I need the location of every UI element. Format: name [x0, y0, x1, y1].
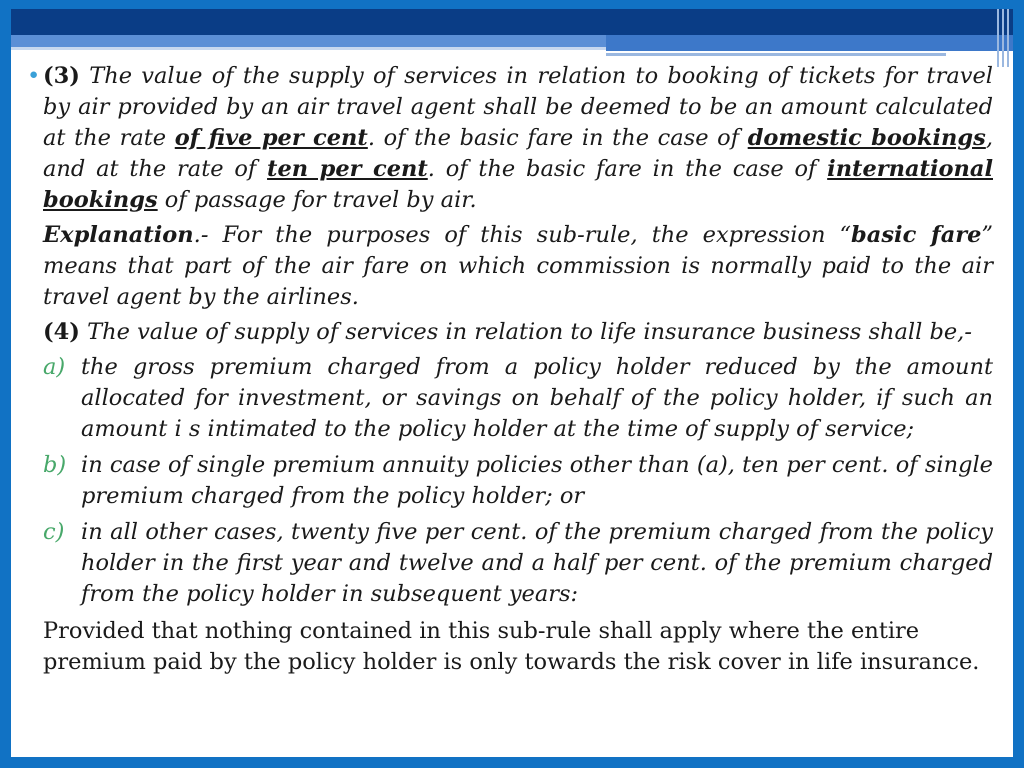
- explanation: [31, 220, 993, 313]
- header-band-light: [11, 47, 606, 50]
- header-band-right: [606, 35, 1013, 51]
- proviso: Provided that nothing contained in this sub-rule shall apply where the entire premium paid by the policy holder is only towards the risk cover in life insurance.: [43, 618, 980, 675]
- header-band: [11, 9, 1013, 35]
- list-marker: c): [43, 519, 65, 545]
- explanation-text-2: ” means that part of the air fare on which commission is normally paid to the air travel agent by the airlines.: [43, 222, 993, 310]
- bullet: •: [27, 63, 41, 89]
- list-item-text: in all other cases, twenty five per cent. of the premium charged from the policy holder in the first year and twelve and a half per cent. of the premium charged from the policy holder in subsequent years:: [81, 519, 993, 607]
- list-item: [31, 517, 993, 610]
- para-3: [27, 61, 993, 216]
- list-marker: a): [43, 354, 66, 380]
- list-item: [31, 352, 993, 445]
- basic-fare-term: basic fare: [851, 222, 982, 248]
- para-4-number: (4): [43, 319, 80, 345]
- para-3-number: (3): [43, 63, 80, 89]
- header-band-left: [11, 35, 606, 47]
- list-item: [31, 450, 993, 512]
- para-3-text-4: . of the basic fare in the case of: [427, 156, 828, 182]
- list-marker: b): [43, 452, 67, 478]
- para-4-text: The value of supply of services in relation to life insurance business shall be,-: [79, 319, 972, 345]
- list-item-text: the gross premium charged from a policy holder reduced by the amount allocated for investment, or savings on behalf of the policy holder, if such an amount i s intimated to the policy holder at the time of supply of service;: [81, 354, 993, 442]
- slide-content: [27, 61, 993, 678]
- domestic-bookings: domestic bookings: [747, 125, 986, 151]
- list-item-text: in case of single premium annuity policies other than (a), ten per cent. of single premium charged from the policy holder; or: [81, 452, 993, 509]
- para-3-text: The value of the supply of services in relation to booking of tickets for travel by air provided by an air travel agent shall be deemed to be an amount calculated at the rate: [43, 63, 993, 151]
- header-stripes: [995, 9, 1013, 67]
- rate-ten-percent: ten per cent: [267, 156, 428, 182]
- para-3-text-3: , and at the rate of: [43, 125, 993, 182]
- para-3-text-2: . of the basic fare in the case of: [367, 125, 748, 151]
- clause-list: [31, 352, 993, 610]
- international-bookings: international bookings: [43, 156, 993, 213]
- explanation-label: Explanation: [43, 222, 194, 248]
- explanation-text: .- For the purposes of this sub-rule, the expression “: [193, 222, 852, 248]
- rate-five-percent: of five per cent: [174, 125, 368, 151]
- slide: [11, 9, 1013, 757]
- para-3-text-5: of passage for travel by air.: [157, 187, 477, 213]
- header-band-thin: [606, 53, 946, 56]
- para-4: [31, 317, 993, 348]
